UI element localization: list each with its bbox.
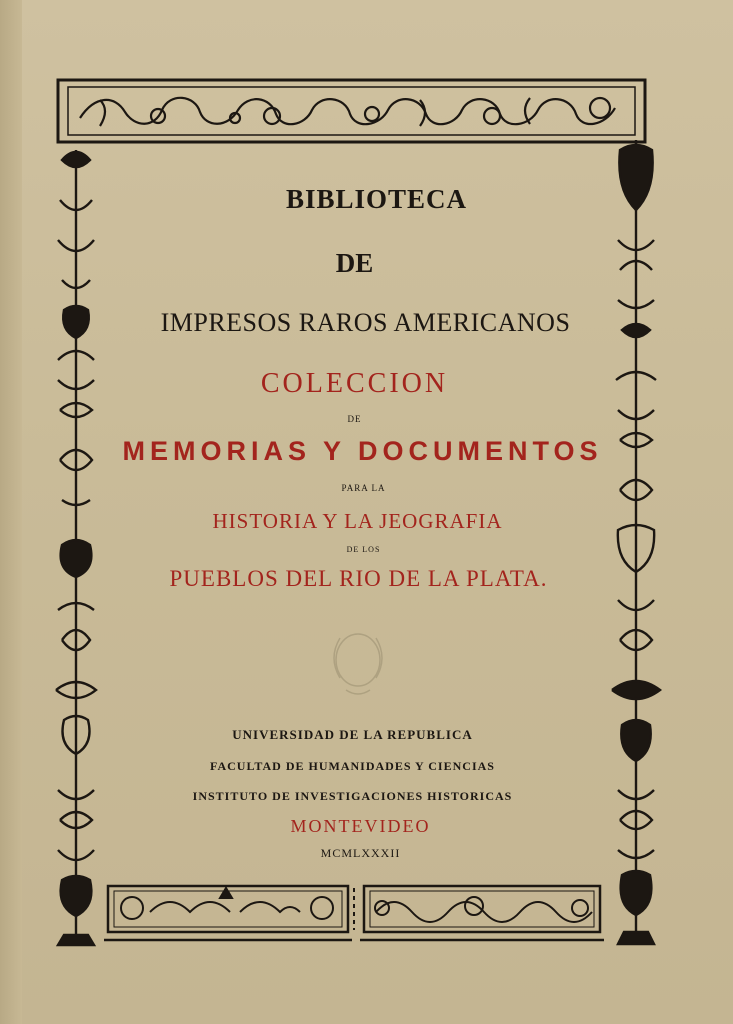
publication-city: MONTEVIDEO <box>290 816 431 836</box>
bottom-right-panel-icon <box>360 886 604 940</box>
series-library-title: BIBLIOTECA <box>285 184 468 214</box>
top-floral-band-icon <box>80 98 615 126</box>
collection-connector-3: DE LOS <box>346 545 381 554</box>
publisher-faculty: FACULTAD DE HUMANIDADES Y CIENCIAS <box>210 759 495 773</box>
region-line: PUEBLOS DEL RIO DE LA PLATA. <box>169 566 548 591</box>
collection-title: COLECCION <box>260 368 449 399</box>
collection-connector-2: PARA LA <box>341 483 386 493</box>
subject-line: HISTORIA Y LA JEOGRAFIA <box>212 509 503 533</box>
library-subtitle: IMPRESOS RAROS AMERICANOS <box>160 308 571 337</box>
bottom-left-panel-icon <box>104 886 352 940</box>
frame-lines <box>58 80 645 142</box>
publication-year: MCMLXXXII <box>320 846 401 860</box>
library-connector: DE <box>335 248 374 278</box>
series-name: MEMORIAS Y DOCUMENTOS <box>122 436 603 466</box>
publisher-university: UNIVERSIDAD DE LA REPUBLICA <box>232 727 473 742</box>
seal-emblem-icon <box>334 634 382 694</box>
publisher-institute: INSTITUTO DE INVESTIGACIONES HISTORICAS <box>192 789 513 803</box>
collection-connector-1: DE <box>347 414 362 424</box>
